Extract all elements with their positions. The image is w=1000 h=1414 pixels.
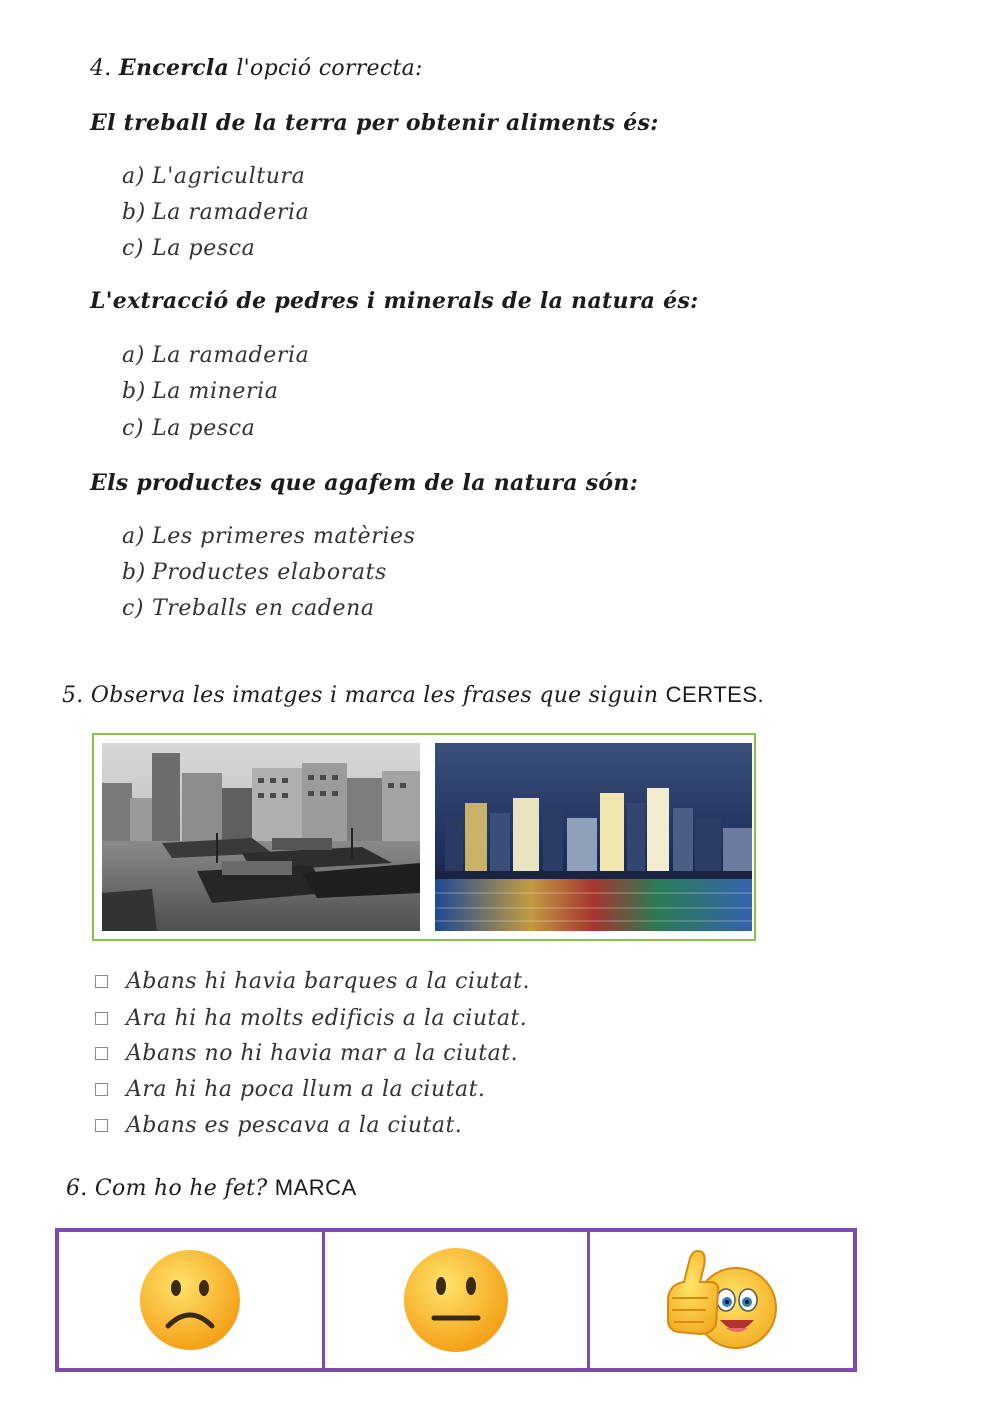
photo-frame	[92, 733, 756, 941]
statement-text-3: Abans no hi havia mar a la ciutat.	[126, 1041, 519, 1066]
q4-option-3b[interactable]: b) Productes elaborats	[122, 560, 387, 585]
q4-number: 4.	[90, 56, 112, 81]
q6-caps-word: MARCA	[274, 1175, 357, 1200]
statement-checkbox-2[interactable]	[95, 1012, 108, 1025]
statement-checkbox-3[interactable]	[95, 1047, 108, 1060]
self-assessment-table	[55, 1228, 857, 1372]
q6-instruction: Com ho he fet?	[94, 1176, 268, 1201]
statement-row-1[interactable]	[95, 969, 530, 994]
statement-text-5: Abans es pescava a la ciutat.	[126, 1113, 463, 1138]
q5-number: 5.	[62, 683, 84, 708]
statement-row-2[interactable]	[95, 1006, 527, 1031]
old-harbour-photo	[102, 743, 420, 931]
q5-heading: 5. Observa les imatges i marca les frases que siguin CERTES.	[62, 682, 765, 708]
statement-row-4[interactable]	[95, 1077, 485, 1102]
q4-option-2b[interactable]: b) La mineria	[122, 379, 279, 404]
q5-instruction: Observa les imatges i marca les frases que siguin	[90, 683, 659, 708]
face-cell-sad[interactable]	[59, 1232, 325, 1368]
q4-option-3a[interactable]: a) Les primeres matèries	[122, 524, 416, 549]
statement-checkbox-4[interactable]	[95, 1083, 108, 1096]
statement-checkbox-1[interactable]	[95, 975, 108, 988]
statement-row-3[interactable]	[95, 1041, 518, 1066]
statement-text-4: Ara hi ha poca llum a la ciutat.	[126, 1077, 486, 1102]
face-cell-thumbs-up[interactable]	[590, 1232, 853, 1368]
q4-heading	[90, 55, 423, 81]
q4-prompt-1: El treball de la terra per obtenir aliments és:	[90, 110, 659, 136]
statement-checkbox-5[interactable]	[95, 1119, 108, 1132]
q4-option-2a[interactable]: a) La ramaderia	[122, 343, 310, 368]
sad-face-icon	[138, 1248, 242, 1352]
thumbs-up-face-icon	[660, 1244, 784, 1356]
q6-heading	[66, 1175, 357, 1201]
q4-verb: Encercla	[118, 55, 230, 81]
q4-instruction: l'opció correcta:	[236, 56, 423, 81]
q4-prompt-2: L'extracció de pedres i minerals de la natura és:	[90, 288, 699, 314]
q4-option-1b[interactable]: b) La ramaderia	[122, 200, 310, 225]
statement-row-5[interactable]	[95, 1113, 462, 1138]
statement-text-2: Ara hi ha molts edificis a la ciutat.	[126, 1006, 528, 1031]
q4-prompt-3: Els productes que agafem de la natura són:	[90, 470, 639, 496]
q5-caps-word: CERTES	[665, 682, 758, 707]
neutral-face-icon	[402, 1246, 510, 1354]
q4-option-3c[interactable]: c) Treballs en cadena	[122, 596, 375, 621]
face-cell-neutral[interactable]	[325, 1232, 591, 1368]
statement-text-1: Abans hi havia barques a la ciutat.	[126, 969, 530, 994]
q6-number: 6.	[66, 1176, 88, 1201]
q4-option-1a[interactable]: a) L'agricultura	[122, 164, 306, 189]
q4-option-1c[interactable]: c) La pesca	[122, 236, 256, 261]
night-skyline-photo	[435, 743, 752, 931]
q4-option-2c[interactable]: c) La pesca	[122, 416, 256, 441]
